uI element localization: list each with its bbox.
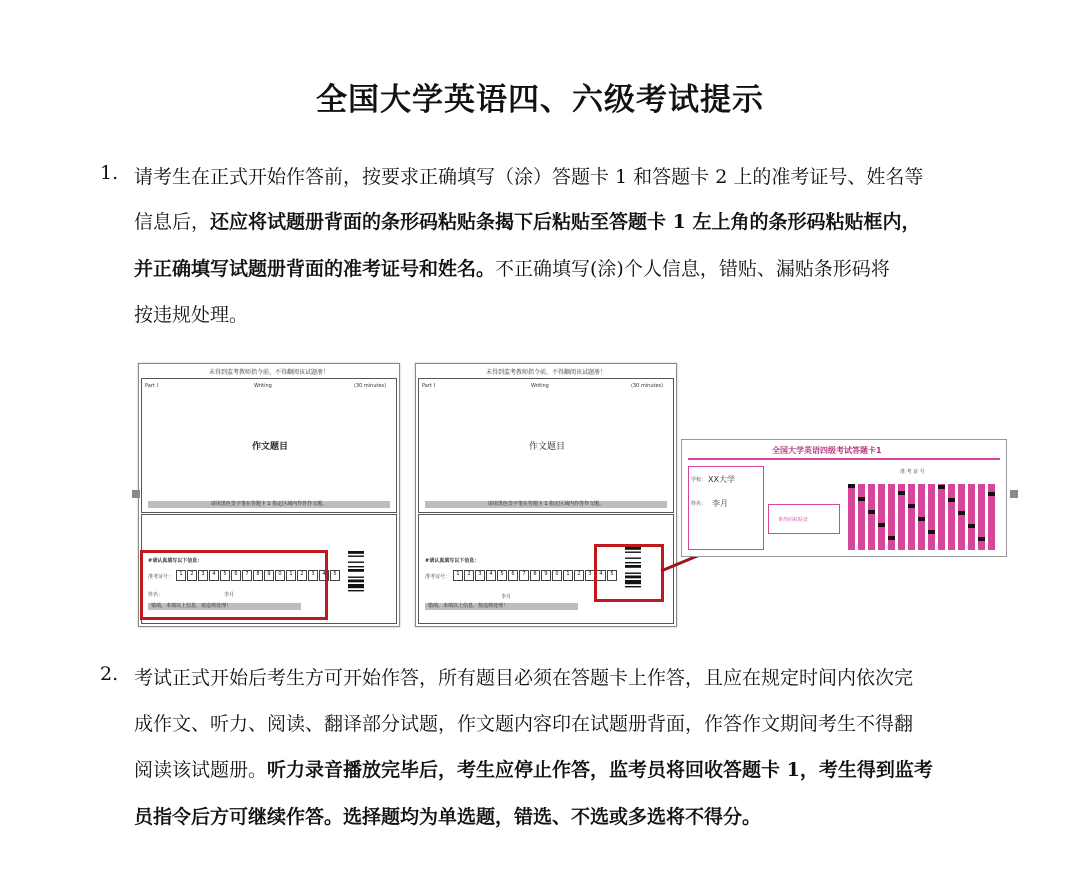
- item-1-line-4: [134, 300, 248, 327]
- filled-bubble: [948, 498, 955, 502]
- bubble-column: [968, 484, 975, 550]
- text-segment: 请考生在正式开始作答前，按要求正确填写（涂）答题卡 1 和答题卡 2 上的准考证号、姓名等: [134, 166, 924, 188]
- bubble-column: [918, 484, 925, 550]
- id-digit-box: 5: [330, 570, 340, 581]
- filled-bubble: [928, 530, 935, 534]
- filled-bubble: [988, 492, 995, 496]
- filled-bubble: [888, 536, 895, 540]
- booklet-header: 未得到监考教师指令前，不得翻阅该试题册！: [485, 369, 606, 376]
- id-digit-box: 0: [275, 570, 285, 581]
- id-digit-box: 6: [231, 570, 241, 581]
- bold-text-segment: 还应将试题册背面的条形码粘贴条揭下后粘贴至答题卡 1 左上角的条形码粘贴框内，: [210, 211, 921, 233]
- bubble-column: [988, 484, 995, 550]
- item-1-line-2: [134, 207, 920, 234]
- info-sheet: #请认真填写以下信息： 准考证号： 1 2 3 4 5 6 7 8 9 0 1 2 3 4 5 姓名： 李月 错填、未填以上信息，按违规处理！: [141, 514, 397, 624]
- booklet-header: 未得到监考教师指令前，不得翻阅该试题册！: [208, 369, 329, 376]
- filled-bubble: [858, 497, 865, 501]
- bold-text-segment: 听力录音播放完毕后，考生应停止作答，监考员将回收答题卡 1，考生得到监考: [267, 759, 933, 781]
- id-bubble-grid: [848, 484, 998, 550]
- bubble-column: [868, 484, 875, 550]
- bubble-column: [848, 484, 855, 550]
- bubble-column: [948, 484, 955, 550]
- filled-bubble: [878, 523, 885, 527]
- filled-bubble: [958, 511, 965, 515]
- filled-bubble: [918, 517, 925, 521]
- card-title: 全国大学英语四级考试答题卡1: [772, 446, 882, 455]
- bubble-column: [958, 484, 965, 550]
- id-digit-box: 1: [563, 570, 573, 581]
- id-digit-box: 6: [508, 570, 518, 581]
- id-digit-box: 0: [552, 570, 562, 581]
- bubble-column: [898, 484, 905, 550]
- id-digit-box: 9: [264, 570, 274, 581]
- id-digit-box: 1: [453, 570, 463, 581]
- id-digit-box: 5: [497, 570, 507, 581]
- footer-bar: 请用黑色签字笔在答题卡 1 指定区域内作答作文题。: [148, 501, 390, 508]
- id-digit-box: 3: [308, 570, 318, 581]
- item-1-line-3: [134, 254, 890, 281]
- id-digit-box: 9: [541, 570, 551, 581]
- page-title: 全国大学英语四、六级考试提示: [316, 82, 764, 118]
- item-1-line-1: [134, 162, 923, 189]
- item-2-line-2: [134, 709, 913, 736]
- id-digit-box: 3: [585, 570, 595, 581]
- resize-handle-left: [132, 490, 140, 498]
- filled-bubble: [868, 510, 875, 514]
- filled-bubble: [938, 485, 945, 489]
- bubble-column: [888, 484, 895, 550]
- item-2-line-3: [134, 755, 933, 782]
- item-number: 2.: [100, 663, 119, 685]
- resize-handle-right: [1010, 490, 1018, 498]
- id-digit-box: 2: [574, 570, 584, 581]
- bold-text-segment: 并正确填写试题册背面的准考证号和姓名。: [134, 258, 496, 280]
- text-segment: 成作文、听力、阅读、翻译部分试题，作文题内容印在试题册背面，作答作文期间考生不得翻: [134, 713, 914, 735]
- id-digit-box: 1: [286, 570, 296, 581]
- id-digit-box: 7: [242, 570, 252, 581]
- filled-bubble: [908, 504, 915, 508]
- bubble-column: [908, 484, 915, 550]
- text-segment: 信息后，: [134, 211, 211, 233]
- item-2-line-4: [134, 802, 761, 829]
- bubble-column: [978, 484, 985, 550]
- essay-sheet: Part I Writing (30 minutes) 作文题目 请用黑色签字笔在答题卡 1 指定区域内作答作文题。: [141, 378, 397, 513]
- id-digit-box: 8: [253, 570, 263, 581]
- bubble-column: [878, 484, 885, 550]
- id-digit-box: 7: [519, 570, 529, 581]
- answer-sheet-illustration: [132, 357, 1018, 629]
- bubble-column: [858, 484, 865, 550]
- id-digit-box: 2: [187, 570, 197, 581]
- text-segment: 考试正式开始后考生方可开始作答，所有题目必须在答题卡上作答，且应在规定时间内依次完: [134, 667, 914, 689]
- bold-text-segment: 员指令后方可继续作答。选择题均为单选题，错选、不选或多选将不得分。: [134, 806, 762, 828]
- item-number: 1.: [100, 162, 119, 184]
- filled-bubble: [978, 537, 985, 541]
- bubble-column: [938, 484, 945, 550]
- bubble-column: [928, 484, 935, 550]
- answer-card-1: 全国大学英语四级考试答题卡1 学校： XX大学 姓名： 李月 条形码粘贴处 准 考 证 号: [681, 439, 1007, 557]
- id-digit-box: 3: [475, 570, 485, 581]
- id-digit-box: 2: [464, 570, 474, 581]
- text-segment: 阅读该试题册。: [134, 759, 268, 781]
- id-digit-box: 5: [220, 570, 230, 581]
- id-digit-box: 4: [486, 570, 496, 581]
- id-digit-box: 1: [176, 570, 186, 581]
- essay-sheet: Part I Writing (30 minutes) 作文题目 请用黑色签字笔在答题卡 1 指定区域内作答作文题。: [418, 378, 674, 513]
- id-digit-box: 4: [209, 570, 219, 581]
- id-digit-box: 5: [607, 570, 617, 581]
- text-segment: 按违规处理。: [134, 304, 249, 326]
- info-sheet: #请认真填写以下信息： 准考证号： 1 2 3 4 5 6 7 8 9 0 1 2 3 4 5 李月 错填、未填以上信息，按违规处理！: [418, 514, 674, 624]
- card-barcode-hint: 条形码粘贴处: [778, 517, 809, 523]
- essay-title: 作文题目: [252, 442, 289, 452]
- essay-title: 作文题目: [529, 442, 566, 452]
- id-digit-box: 4: [319, 570, 329, 581]
- id-digit-box: 4: [596, 570, 606, 581]
- footer-bar: 请用黑色签字笔在答题卡 1 指定区域内作答作文题。: [425, 501, 667, 508]
- id-digit-box: 2: [297, 570, 307, 581]
- id-digit-box: 3: [198, 570, 208, 581]
- item-2-line-1: [134, 663, 913, 690]
- filled-bubble: [898, 491, 905, 495]
- filled-bubble: [848, 484, 855, 488]
- id-digit-box: 8: [530, 570, 540, 581]
- text-segment: 不正确填写(涂)个人信息，错贴、漏贴条形码将: [495, 258, 890, 280]
- filled-bubble: [968, 524, 975, 528]
